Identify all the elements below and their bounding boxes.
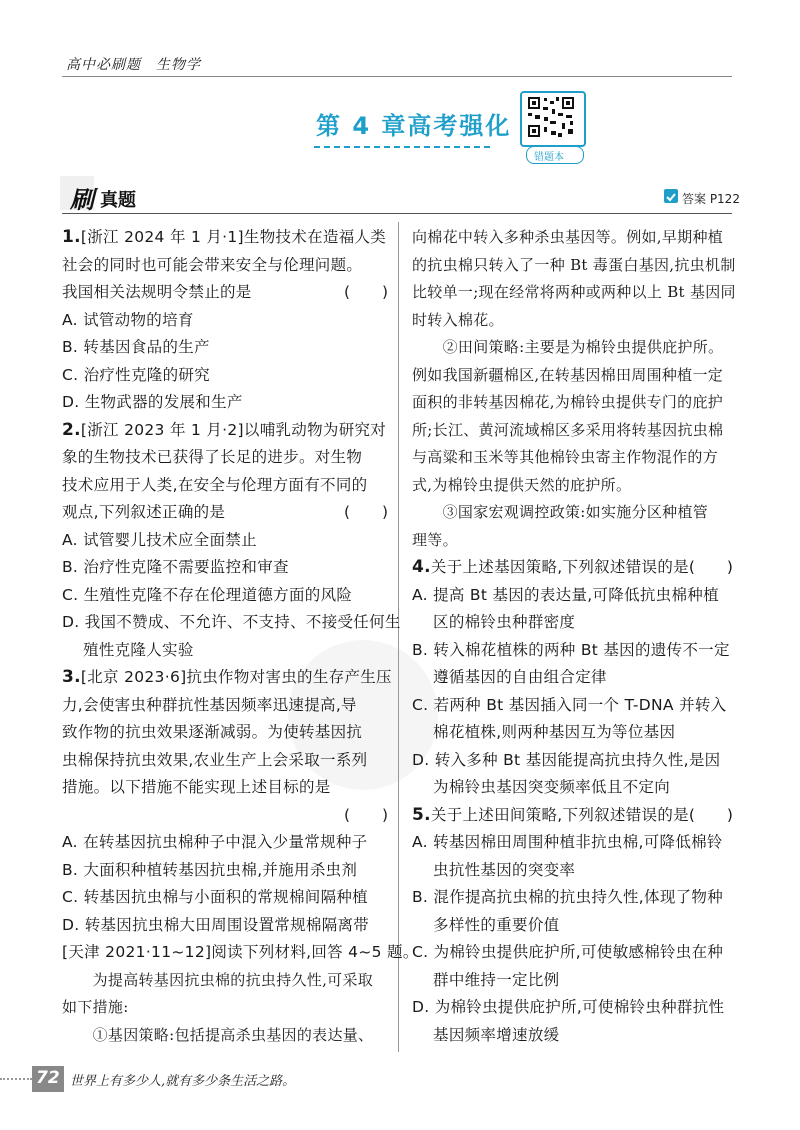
question-number: 1.	[62, 227, 81, 247]
question-number: 4.	[412, 557, 431, 577]
text-line	[62, 279, 252, 305]
question-line	[412, 554, 733, 580]
question-number: 2.	[62, 419, 81, 440]
question-line	[412, 802, 733, 828]
text-line	[62, 444, 362, 470]
line-text: 我国相关法规明令禁止的是	[62, 283, 252, 301]
line-text: 棉花植株,则两种基因互为等位基因	[412, 723, 676, 741]
text-line	[62, 637, 194, 663]
text-line	[62, 307, 194, 333]
chapter-title-underline	[314, 146, 490, 148]
line-text: 区的棉铃虫种群密度	[412, 613, 576, 631]
text-line	[412, 912, 559, 938]
line-text: A. 试管婴儿技术应全面禁止	[62, 530, 257, 549]
answer-bracket[interactable]: ( )	[344, 283, 389, 301]
text-line	[412, 582, 719, 608]
line-text: ③国家宏观调控政策:如实施分区种植管	[412, 503, 709, 521]
text-line	[62, 554, 289, 580]
line-text: 群中维持一定比例	[412, 970, 560, 989]
line-text: B. 混作提高抗虫棉的抗虫持久性,体现了物种	[412, 888, 724, 906]
text-line	[412, 527, 458, 553]
text-line	[62, 499, 225, 525]
line-text: 的抗虫棉只转入了一种 Bt 毒蛋白基因,抗虫机制	[412, 255, 736, 274]
line-text: 多样性的重要价值	[412, 915, 560, 934]
text-line	[62, 967, 373, 993]
running-head: 高中必刷题 生物学	[66, 57, 201, 73]
question-line	[62, 224, 386, 250]
text-line	[62, 334, 210, 360]
line-text: 致作物的抗虫效果逐渐减弱。为使转基因抗	[62, 723, 363, 741]
line-text: 理等。	[412, 530, 458, 549]
line-text: ①基因策略:包括提高杀虫基因的表达量、	[62, 1025, 374, 1044]
line-text: A. 试管动物的培育	[62, 310, 194, 329]
line-text: D. 为棉铃虫提供庇护所,可使棉铃虫种群抗性	[412, 998, 725, 1016]
text-line	[62, 884, 368, 910]
line-text: [天津 2021·11~12]阅读下列材料,回答 4~5 题。	[62, 943, 419, 961]
text-line	[62, 252, 362, 278]
line-text: [浙江 2024 年 1 月·1]生物技术在造福人类	[80, 228, 387, 246]
section-rule	[62, 213, 732, 214]
line-text: 所;长江、黄河流域棉区多采用将转基因抗虫棉	[412, 420, 724, 439]
text-line	[62, 389, 243, 415]
section-label: 真题	[100, 190, 136, 211]
text-line	[412, 994, 724, 1020]
text-line	[62, 994, 129, 1020]
text-line	[412, 747, 720, 773]
qr-label: 错题本	[534, 152, 564, 163]
text-line	[412, 334, 723, 360]
text-line	[412, 389, 723, 415]
line-text: [北京 2023·6]抗虫作物对害虫的生存产生压	[80, 668, 392, 686]
question-line	[62, 417, 386, 443]
text-line	[412, 829, 723, 855]
text-line	[412, 857, 575, 883]
text-line	[412, 444, 718, 470]
text-line	[412, 884, 723, 910]
column-divider	[398, 222, 399, 1052]
line-text: 遵循基因的自由组合定律	[412, 668, 607, 686]
line-text: B. 大面积种植转基因抗虫棉,并施用杀虫剂	[62, 860, 358, 879]
text-line	[412, 472, 631, 498]
line-text: ②田间策略:主要是为棉铃虫提供庇护所。	[412, 338, 724, 356]
text-line	[62, 939, 419, 965]
footer-motto: 世界上有多少人,就有多少条生活之路。	[70, 1074, 296, 1089]
line-text: 力,会使害虫种群抗性基因频率迅速提高,导	[62, 695, 357, 714]
line-text: C. 若两种 Bt 基因插入同一个 T-DNA 并转入	[412, 695, 727, 714]
question-line	[62, 664, 392, 690]
line-text: 与高粱和玉米等其他棉铃虫寄主作物混作的方	[412, 448, 719, 466]
text-line	[62, 692, 357, 718]
text-line	[62, 857, 357, 883]
text-line	[62, 774, 331, 800]
text-line	[62, 1022, 373, 1048]
text-line	[62, 747, 367, 773]
line-text: B. 转入棉花植株的两种 Bt 基因的遗传不一定	[412, 640, 730, 659]
line-text: B. 转基因食品的生产	[62, 338, 210, 356]
line-text: 关于上述基因策略,下列叙述错误的是( )	[430, 558, 734, 576]
header-rule	[62, 76, 732, 77]
footer-dots	[0, 1078, 32, 1080]
line-text: 为棉铃虫基因突变频率低且不定向	[412, 778, 671, 796]
text-line	[412, 224, 723, 250]
text-line	[62, 582, 352, 608]
line-text: C. 为棉铃虫提供庇护所,可使敏感棉铃虫在种	[412, 943, 724, 961]
line-text: 技术应用于人类,在安全与伦理方面有不同的	[62, 475, 368, 494]
line-text: 观点,下列叙述正确的是	[62, 503, 226, 521]
line-text: D. 生物武器的发展和生产	[62, 393, 243, 411]
line-text: 社会的同时也可能会带来安全与伦理问题。	[62, 255, 363, 274]
text-line	[62, 472, 367, 498]
line-text: C. 转基因抗虫棉与小面积的常规棉间隔种植	[62, 888, 368, 906]
text-line	[62, 912, 369, 938]
question-number: 5.	[412, 804, 431, 825]
text-line	[412, 664, 607, 690]
text-line	[412, 307, 504, 333]
line-text: 关于上述田间策略,下列叙述错误的是( )	[430, 805, 734, 824]
line-text: 式,为棉铃虫提供天然的庇护所。	[412, 475, 632, 494]
line-text: 比较单一;现在经常将两种或两种以上 Bt 基因同	[412, 283, 736, 301]
text-line	[412, 609, 575, 635]
qr-code-icon[interactable]	[526, 95, 576, 139]
line-text: 措施。以下措施不能实现上述目标的是	[62, 778, 331, 796]
page-number: 72	[36, 1068, 60, 1088]
text-line	[412, 692, 726, 718]
line-text: D. 我国不赞成、不允许、不支持、不接受任何生	[62, 613, 401, 631]
line-text: 时转入棉花。	[412, 310, 504, 329]
line-text: A. 在转基因抗虫棉种子中混入少量常规种子	[62, 833, 368, 851]
line-text: D. 转入多种 Bt 基因能提高抗虫持久性,是因	[412, 750, 721, 769]
answer-reference: 答案 P122	[682, 192, 740, 206]
text-line	[412, 499, 708, 525]
answer-bracket[interactable]: ( )	[344, 503, 389, 521]
text-line	[412, 719, 675, 745]
line-text: 向棉花中转入多种杀虫基因等。例如,早期种植	[412, 228, 724, 246]
line-text: 为提高转基因抗虫棉的抗虫持久性,可采取	[62, 970, 374, 989]
line-text: C. 治疗性克隆的研究	[62, 365, 210, 384]
line-text: C. 生殖性克隆不存在伦理道德方面的风险	[62, 585, 353, 604]
text-line	[412, 1022, 559, 1048]
text-line	[412, 417, 723, 443]
line-text: 象的生物技术已获得了长足的进步。对生物	[62, 448, 363, 466]
line-text: A. 提高 Bt 基因的表达量,可降低抗虫棉种植	[412, 585, 719, 604]
section-mark: 刷	[70, 186, 94, 214]
line-text: A. 转基因棉田周围种植非抗虫棉,可降低棉铃	[412, 833, 723, 851]
question-number: 3.	[62, 667, 81, 687]
text-line	[62, 829, 368, 855]
line-text: 例如我国新疆棉区,在转基因棉田周围种植一定	[412, 365, 724, 384]
text-line	[412, 279, 736, 305]
text-line	[412, 939, 723, 965]
text-line	[412, 252, 736, 278]
text-line	[412, 362, 723, 388]
line-text: 殖性克隆人实验	[62, 640, 194, 659]
line-text: 基因频率增速放缓	[412, 1025, 560, 1044]
line-text: [浙江 2023 年 1 月·2]以哺乳动物为研究对	[80, 420, 387, 439]
line-text: 面积的非转基因棉花,为棉铃虫提供专门的庇护	[412, 393, 724, 411]
text-line	[62, 609, 401, 635]
line-text: 虫抗性基因的突变率	[412, 860, 576, 879]
text-line	[412, 774, 670, 800]
text-line	[62, 362, 210, 388]
text-line	[62, 719, 362, 745]
check-icon	[664, 189, 678, 203]
line-text: 虫棉保持抗虫效果,农业生产上会采取一系列	[62, 750, 368, 769]
line-text: D. 转基因抗虫棉大田周围设置常规棉隔离带	[62, 915, 370, 934]
text-line	[62, 527, 257, 553]
line-text: B. 治疗性克隆不需要监控和审查	[62, 558, 289, 576]
text-line	[412, 637, 730, 663]
line-text: 如下措施:	[62, 998, 129, 1016]
answer-bracket[interactable]: ( )	[344, 805, 389, 824]
text-line	[412, 967, 559, 993]
chapter-title: 第 4 章高考强化	[316, 112, 512, 140]
